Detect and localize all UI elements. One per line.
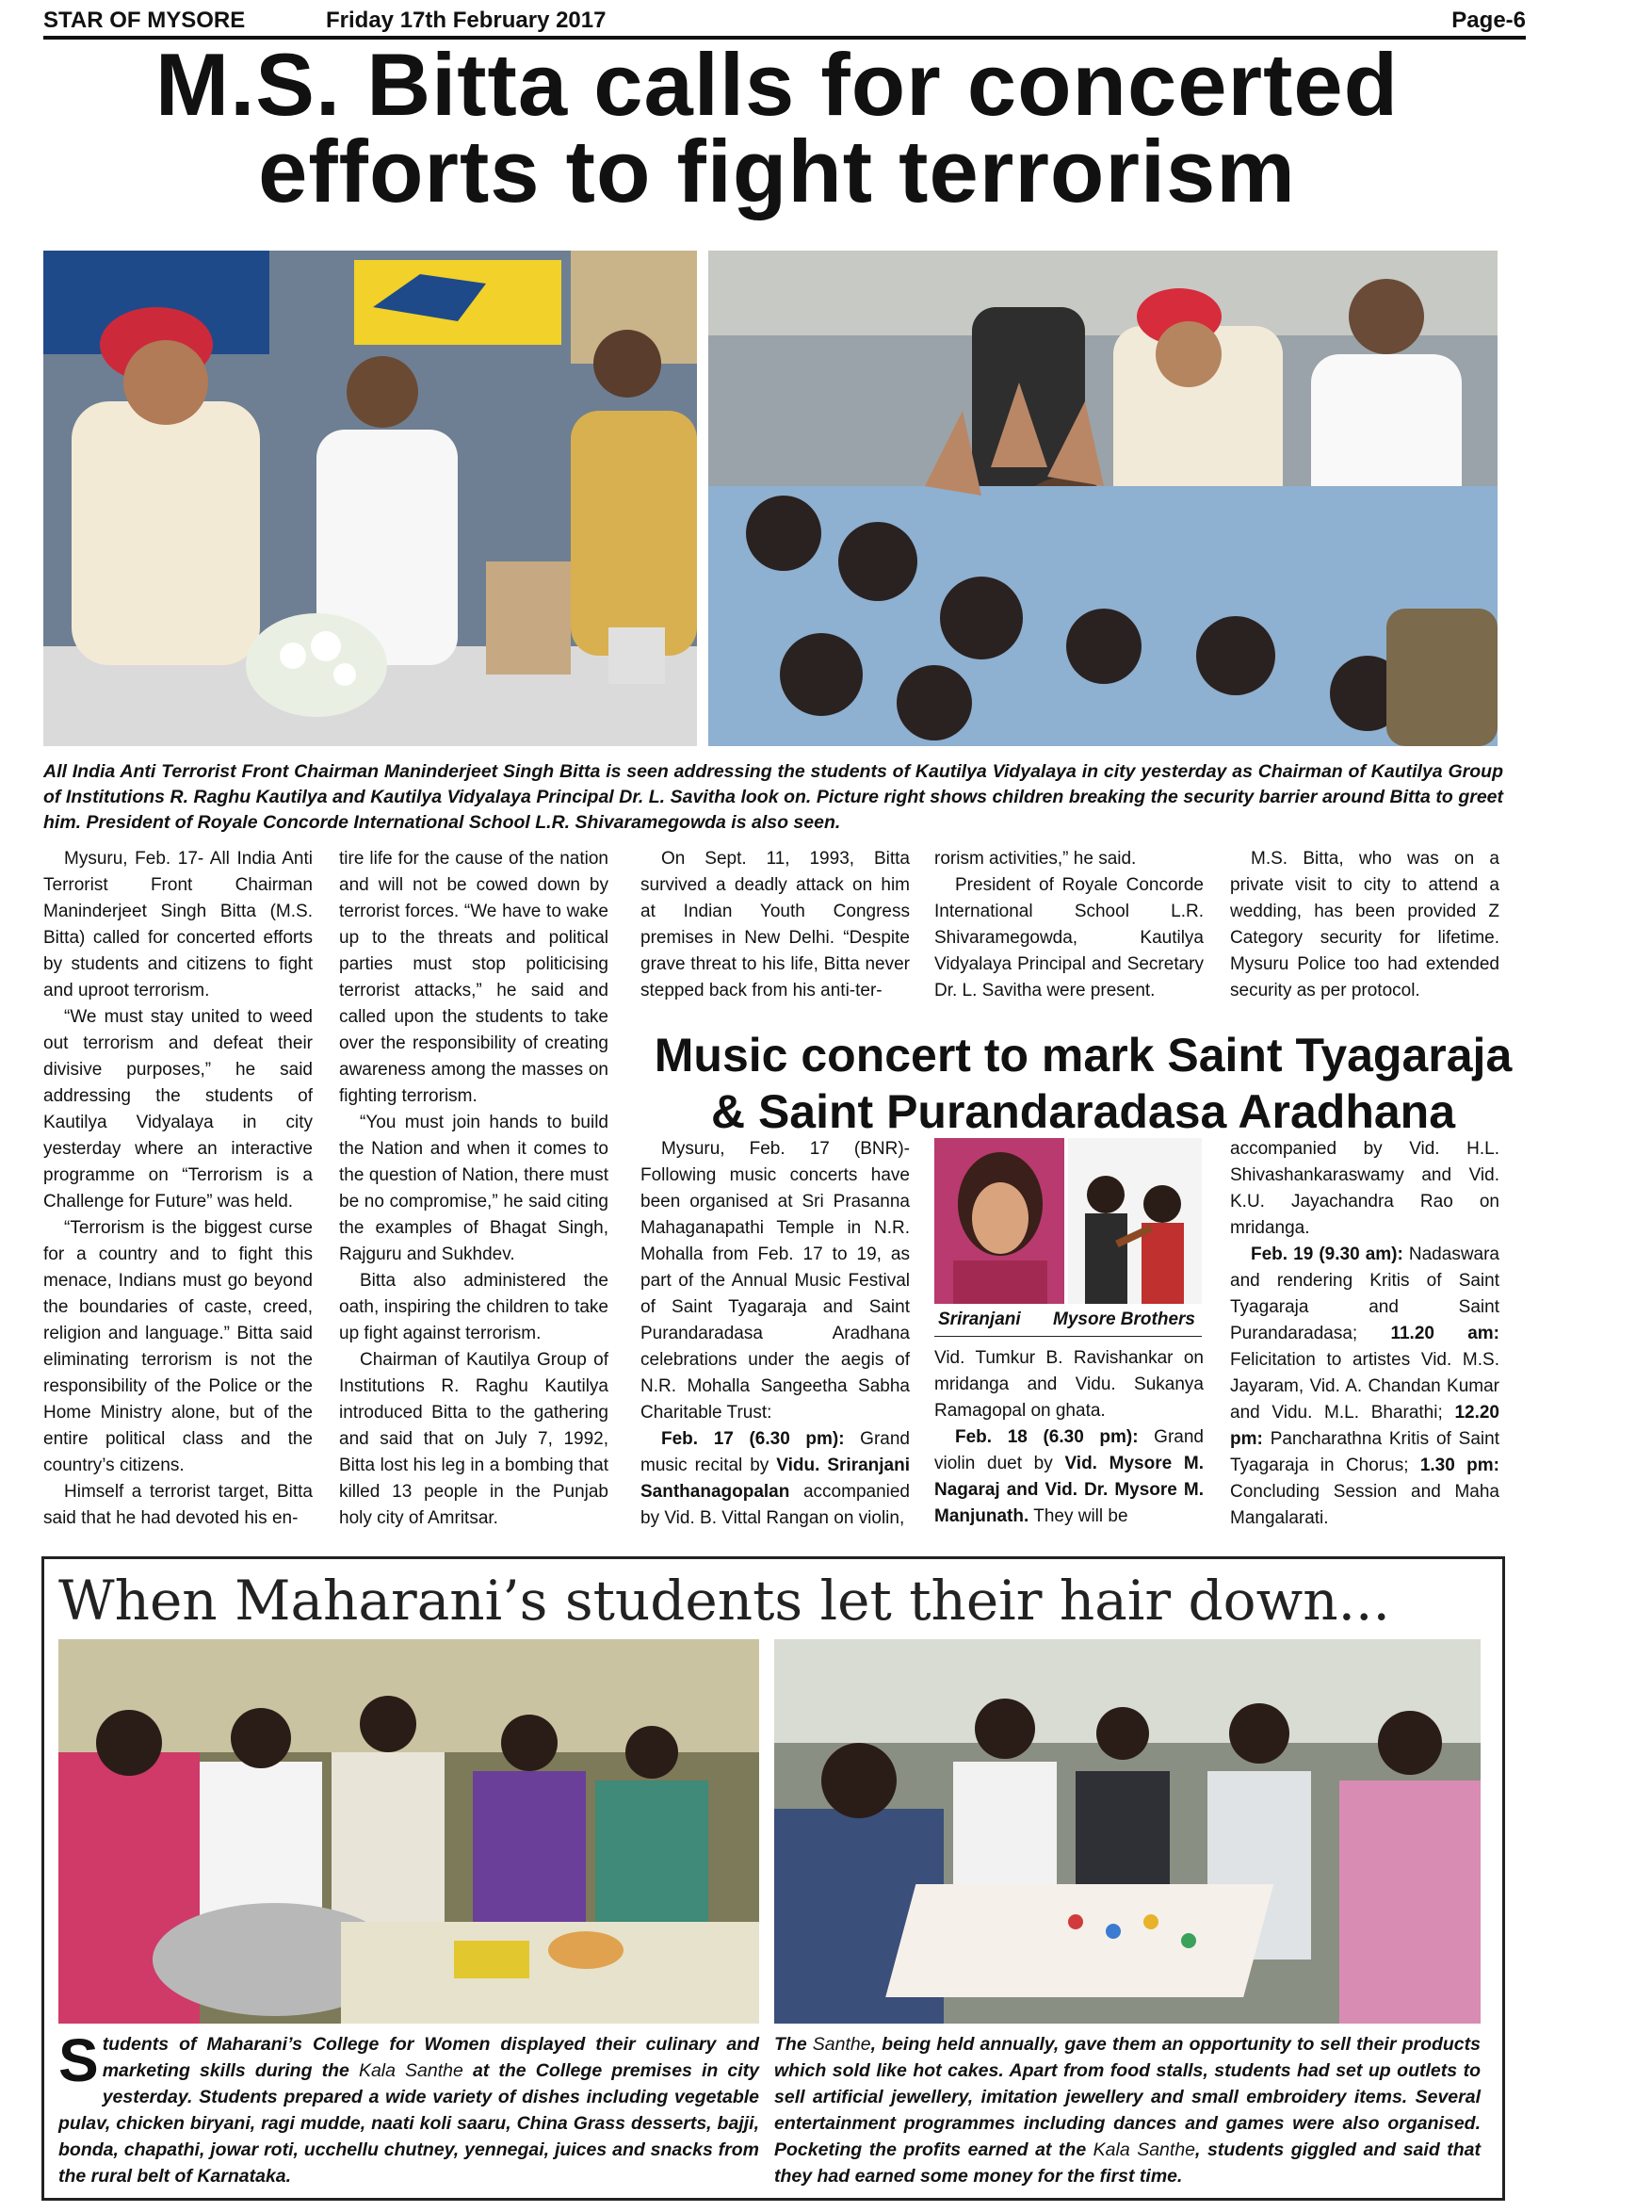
story1-headline-line2: efforts to fight terrorism [258,122,1296,220]
story1-paragraph: Himself a terrorist target, Bitta said that he had devoted his en- [43,1482,313,1528]
story2-headline-line1: Music concert to mark Saint Tyagaraja [654,1029,1513,1082]
story2-headline-line2: & Saint Purandaradasa Aradhana [710,1085,1456,1138]
photo-students-jewellery-stall [774,1639,1481,2024]
photo-label-rule [934,1336,1202,1337]
drop-cap: S [58,2026,99,2094]
story1-paragraph: rorism activities,” he said. [934,849,1137,869]
story1-paragraph: tire life for the cause of the nation and will not be cowed down by terrorist forces. “We have to wake up to the threats and political parties must stop politicising terrorist attacks,” he said and called upon the students to take over the responsibility of creating awareness among the masses on fighting terrorism. [339,849,608,1106]
story2-headline [640,1027,1526,1140]
photo-label-mysore-brothers: Mysore Brothers [1053,1309,1195,1329]
story1-column-3 [640,846,910,1004]
story2-column-1 [640,1136,910,1532]
story1-paragraph: Chairman of Kautilya Group of Institutions R. Raghu Kautilya introduced Bitta to the gathering and said that on July 7, 1992, Bitta lost his leg in a bombing that killed 13 people in the Punjab holy city of Amritsar. [339,1350,608,1528]
story2-feb18: Feb. 18 (6.30 pm): Grand violin duet by Vid. Mysore M. Nagaraj and Vid. Dr. Mysore M. Manjunath. They will be [934,1427,1205,1526]
story2-intro: Mysuru, Feb. 17 (BNR)- Following music concerts have been organised at Sri Prasanna Mahaganapathi Temple in N.R. Mohalla from Feb. 17 to 19, as part of the Annual Music Festival of Saint Tyagaraja and Saint Purandaradasa Aradhana celebrations under the aegis of N.R. Mohalla Sangeetha Sabha Charitable Trust: [640,1139,910,1423]
story1-paragraph: M.S. Bitta, who was on a private visit to city to attend a wedding, has been provided Z Category security for lifetime. Mysuru Police too had extended security as per protocol. [1230,849,1499,1000]
photo-children-greeting-bitta [708,251,1498,746]
story1-headline [28,35,1526,220]
story2-paragraph: Vid. Tumkur B. Ravishankar on mridanga and Vidu. Sukanya Ramagopal on ghata. [934,1348,1204,1421]
story1-paragraph: Bitta also administered the oath, inspiring the children to take up fight against terrorism. [339,1271,608,1343]
story1-paragraph: On Sept. 11, 1993, Bitta survived a deadly attack on him at Indian Youth Congress premises in New Delhi. “Despite grave threat to his life, Bitta never stepped back from his anti-ter- [640,849,910,1000]
story1-paragraph: Mysuru, Feb. 17- All India Anti Terrorist Front Chairman Maninderjeet Singh Bitta (M.S. Bitta) called for concerted efforts by students and citizens to fight and uproot terrorism. [43,849,313,1000]
photo-students-food-stall [58,1639,759,2024]
story1-column-4 [934,846,1204,1004]
story2-feb17: Feb. 17 (6.30 pm): Grand music recital by Vidu. Sriranjani Santhanagopalan accompanied by Vid. B. Vittal Rangan on violin, [640,1429,910,1528]
photo-label-sriranjani: Sriranjani [938,1309,1021,1329]
story2-column-2 [934,1345,1204,1530]
story3-caption-right: The Santhe, being held annually, gave them an opportunity to sell their products which sold like hot cakes. Apart from food stalls, students had set up outlets to sell artificial jewellery, imitation jewellery and small embroidery items. Several entertainment programmes including dances and games were also organised. Pocketing the profits earned at the Kala Santhe, students giggled and said that they had earned some money for the first time. [774,2034,1481,2187]
story1-column-2 [339,846,608,1532]
photo-mysore-brothers [1068,1138,1202,1304]
story1-column-5 [1230,846,1499,1004]
photo-bitta-addressing [43,251,697,746]
story3-caption-left: Students of Maharani’s College for Women displayed their culinary and marketing skills during the Kala Santhe at the College premises in city yesterday. Students prepared a wide variety of dishes including vegetable pulav, chicken biryani, ragi mudde, naati koli saaru, China Grass desserts, bajji, bonda, chapathi, jowar roti, ucchellu chutney, yennegai, juices and snacks from the rural belt of Karnataka. [58,2026,759,2187]
publication-name: STAR OF MYSORE [43,8,246,33]
story3-title: When Maharani’s students let their hair down... [58,1569,1390,1633]
story1-paragraph: “We must stay united to weed out terrorism and defeat their divisive purposes,” he said addressing the students of Kautilya Vidyalaya in city yesterday where an interactive programme on “Terrorism is a Challenge for Future” was held. [43,1007,313,1212]
story1-headline-line1: M.S. Bitta calls for concerted [154,35,1400,134]
issue-date: Friday 17th February 2017 [326,8,607,33]
story2-column-3 [1230,1136,1499,1532]
story1-paragraph: President of Royale Concorde International School L.R. Shivaramegowda, Kautilya Vidyalaya Principal and Secretary Dr. L. Savitha were present. [934,875,1204,1000]
story2-paragraph: accompanied by Vid. H.L. Shivashankaraswamy and Vid. K.U. Jayachandra Rao on mridanga. [1230,1139,1499,1238]
story1-paragraph: “Terrorism is the biggest curse for a country and to fight this menace, Indians must go beyond the boundaries of caste, creed, religion and language.” Bitta said eliminating terrorism is not the responsibility of the Police or the Home Ministry alone, but of the entire political class and the country’s citizens. [43,1218,313,1475]
story1-column-1 [43,846,313,1532]
story1-photo-caption: All India Anti Terrorist Front Chairman Maninderjeet Singh Bitta is seen addressing the students of Kautilya Vidyalaya in city yesterday as Chairman of Kautilya Group of Institutions R. Raghu Kautilya and Kautilya Vidyalaya Principal Dr. L. Savitha look on. Picture right shows children breaking the security barrier around Bitta to greet him. President of Royale Concorde International School L.R. Shivaramegowda is also seen. [43,761,1503,833]
story1-paragraph: “You must join hands to build the Nation and when it comes to the question of Nation, there must be no compromise,” he said citing the examples of Bhagat Singh, Rajguru and Sukhdev. [339,1113,608,1264]
story2-feb19: Feb. 19 (9.30 am): Nadaswara and rendering Kritis of Saint Tyagaraja and Saint Purandaradasa; 11.20 am: Felicitation to artistes Vid. M.S. Jayaram, Vid. A. Chandan Kumar and Vidu. M.L. Bharathi; 12.20 pm: Pancharathna Kritis of Saint Tyagaraja in Chorus; 1.30 pm: Concluding Session and Maha Mangalarati. [1230,1244,1499,1528]
page-number: Page-6 [1451,8,1526,33]
photo-sriranjani [934,1138,1064,1304]
